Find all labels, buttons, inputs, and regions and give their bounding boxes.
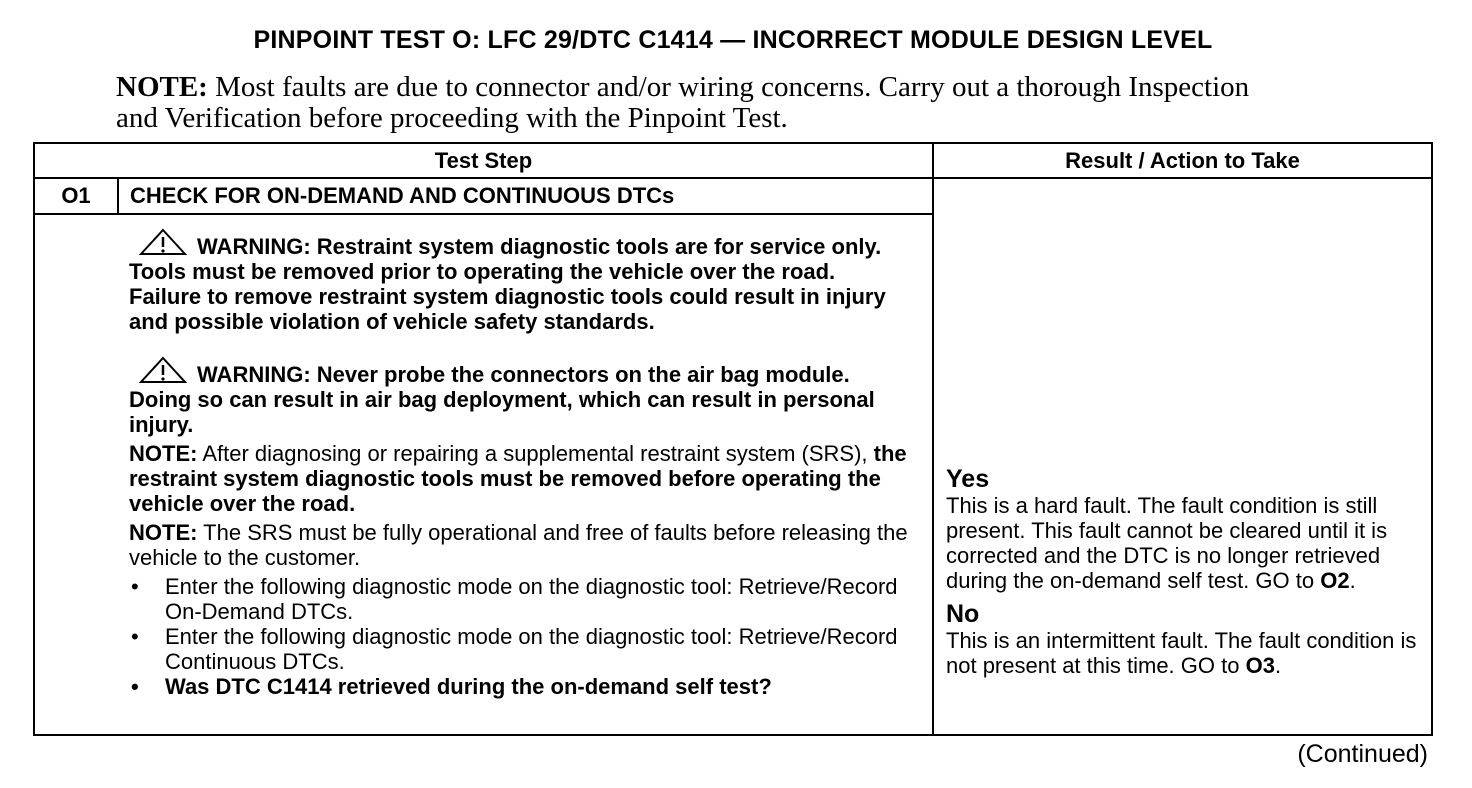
list-item-question (129, 674, 909, 699)
list-item (129, 624, 909, 674)
page-title: PINPOINT TEST O: LFC 29/DTC C1414 — INCORRECT MODULE DESIGN LEVEL (253, 26, 1213, 54)
warning-triangle-icon (139, 356, 187, 384)
goto-step-link: O3 (1245, 653, 1275, 678)
note-block (129, 520, 909, 570)
step-id: O1 (61, 183, 91, 208)
bullet: • (131, 674, 139, 699)
goto-step-link: O2 (1320, 568, 1350, 593)
pinpoint-test-table (33, 142, 1433, 736)
result-yes-heading: Yes (946, 465, 990, 493)
step-id-divider (117, 178, 119, 214)
note-label: NOTE: (129, 441, 198, 466)
intro-note-text: Most faults are due to connector and/or wiring concerns. Carry out a thorough Inspection and Verification before proceeding with the Pinpoint Test. (116, 71, 1250, 134)
warning-block (129, 228, 909, 334)
note-text: The SRS must be fully operational and free of faults before releasing the vehicle to the customer. (129, 520, 908, 570)
header-result-action: Result / Action to Take (1065, 148, 1300, 173)
result-yes-text (946, 493, 1432, 593)
note-bold-text: the restraint system diagnostic tools must be removed before operating the vehicle over the road. (129, 441, 907, 516)
warning-text: WARNING: Restraint system diagnostic tools are for service only. Tools must be removed prior to operating the vehicle over the road. Failure to remove restraint system diagnostic tools could result in injury and possible violation of vehicle safety standards. (129, 234, 886, 334)
result-no-body: This is an intermittent fault. The fault condition is not present at this time. GO to (946, 628, 1417, 678)
step-title: CHECK FOR ON-DEMAND AND CONTINUOUS DTCs (130, 183, 675, 208)
punctuation: . (1349, 568, 1356, 593)
step-body (129, 228, 909, 699)
warning-triangle-icon (139, 228, 187, 256)
note-text: After diagnosing or repairing a supplemental restraint system (SRS), (197, 441, 874, 466)
punctuation: . (1274, 653, 1282, 678)
list-item (129, 574, 909, 624)
continued-label: (Continued) (1297, 740, 1428, 768)
column-divider (932, 144, 934, 734)
step-title-divider (35, 213, 932, 215)
header-test-step: Test Step (434, 148, 533, 173)
bullet: • (131, 574, 139, 599)
list-item-text: Enter the following diagnostic mode on the diagnostic tool: Retrieve/Record On-Demand DTCs. (165, 574, 898, 624)
note-label: NOTE: (129, 520, 198, 545)
intro-note (116, 72, 1256, 134)
list-item-text: Was DTC C1414 retrieved during the on-demand self test? (165, 674, 772, 699)
intro-note-label: NOTE: (116, 71, 208, 103)
result-no-text (946, 628, 1432, 678)
result-yes-body: This is a hard fault. The fault condition is still present. This fault cannot be cleared until it is corrected and the DTC is no longer retrieved during the on-demand self test. GO to (946, 493, 1388, 593)
result-column (946, 466, 1432, 678)
step-instructions (129, 574, 909, 699)
bullet: • (131, 624, 139, 649)
result-no-heading: No (946, 600, 980, 628)
note-block (129, 441, 909, 516)
warning-block (129, 356, 909, 437)
list-item-text: Enter the following diagnostic mode on the diagnostic tool: Retrieve/Record Continuous DTCs. (165, 624, 898, 674)
warning-text: WARNING: Never probe the connectors on the air bag module. Doing so can result in air bag deployment, which can result in personal injury. (129, 362, 875, 437)
